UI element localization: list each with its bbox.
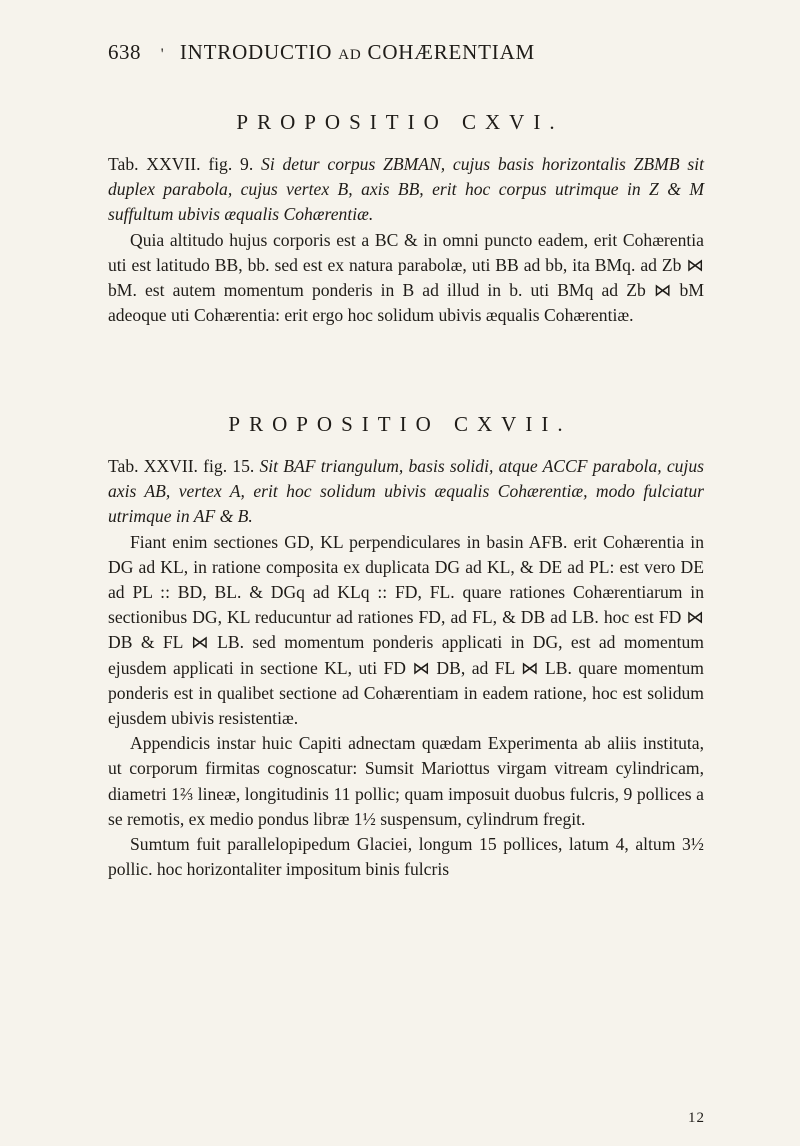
statement-text: Si detur corpus ZBMAN, cujus basis horizontalis ZBMB sit duplex parabola, cujus vertex B, axis BB, erit hoc corpus utrimque in Z & M suffultum ubivis æqualis Cohærentiæ. [108, 154, 704, 225]
proposition-proof: Quia altitudo hujus corporis est a BC & in omni puncto eadem, erit Cohærentia uti est latitudo BB, bb. sed est ex natura parabolæ, uti BB ad bb, ita BMq. ad Zb ⋈ bM. est autem momentum ponderis in B ad illud in b. uti BMq ad Zb ⋈ bM adeoque uti Cohærentia: erit ergo hoc solidum ubivis æqualis Cohærentiæ. [108, 229, 704, 326]
proposition-block [108, 454, 704, 882]
proposition-block [108, 152, 704, 328]
page-number: 638 [108, 40, 141, 64]
statement-reference: Tab. XXVII. fig. 9. [108, 154, 254, 174]
statement-reference: Tab. XXVII. fig. 15. [108, 456, 255, 476]
running-title: INTRODUCTIO ad COHÆRENTIAM [179, 40, 536, 64]
proposition-proof: Fiant enim sectiones GD, KL perpendiculares in basin AFB. erit Cohærentia in DG ad KL, in ratione composita ex duplicata DG ad KL, & DE ad PL: est vero DE ad PL :: BD, BL. & DGq ad KLq :: FD, FL. quare rationes Cohærentiarum in sectionibus DG, KL reducuntur ad rationes FD, ad FL, & DB ad LB. hoc est FD ⋈ DB & FL ⋈ LB. sed momentum ponderis applicati in DG, est ad momentum ejusdem applicati in sectione KL, uti FD ⋈ DB, ad FL ⋈ LB. quare momentum ponderis est in qualibet sectione ad Cohærentiam in eadem ratione, hoc est solidum ejusdem ubivis resistentiæ. [108, 531, 704, 729]
appendix-paragraph: Sumtum fuit parallelopipedum Glaciei, longum 15 pollices, latum 4, altum 3½ pollic. hoc horizontaliter impositum binis fulcris [108, 834, 704, 880]
header-mark: ' [160, 46, 165, 63]
catchword: 12 [688, 1110, 705, 1126]
proposition-statement [108, 454, 704, 530]
appendix-paragraph: Appendicis instar huic Capiti adnectam quædam Experimenta ab aliis instituta, ut corporum firmitas cognoscatur: Sumsit Mariottus virgam vitream cylindricam, diametri 1⅔ lineæ, longitudinis 11 pollic; quam imposuit duobus fulcris, 9 pollices a se remotis, ex medio pondus libræ 1½ suspensum, cylindrum fregit. [108, 733, 704, 829]
statement-text: Sit BAF triangulum, basis solidi, atque ACCF parabola, cujus axis AB, vertex A, erit hoc solidum ubivis æqualis Cohærentiæ, modo fulciatur utrimque in AF & B. [108, 456, 704, 527]
proposition-heading: PROPOSITIO CXVII. [228, 412, 572, 436]
running-header [108, 40, 668, 65]
proposition-heading: PROPOSITIO CXVI. [236, 110, 564, 134]
proposition-statement [108, 152, 704, 228]
